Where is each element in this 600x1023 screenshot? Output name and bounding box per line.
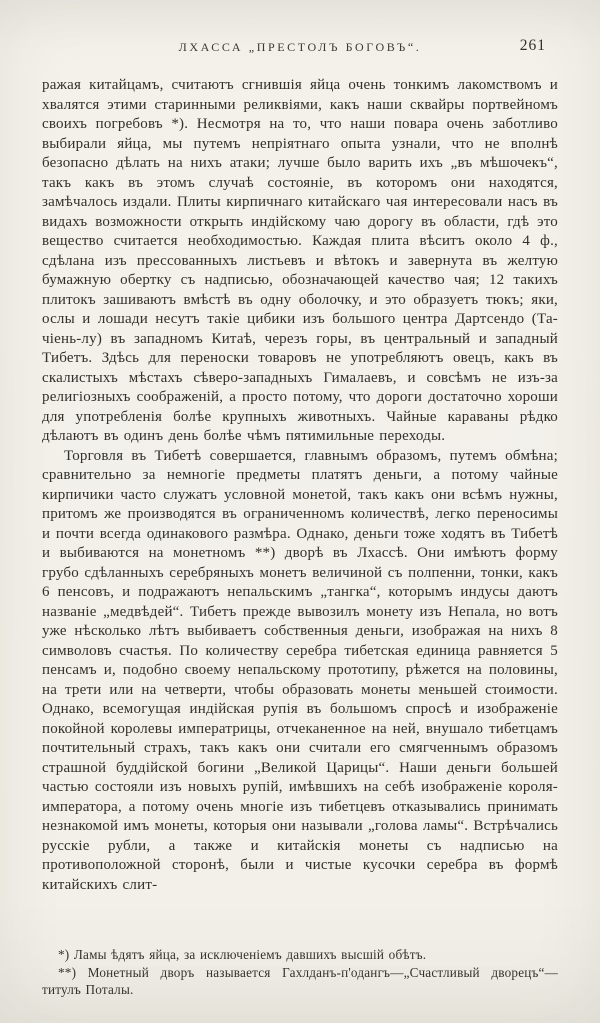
page-number: 261 (519, 37, 546, 54)
body-text (42, 76, 558, 895)
footnote-2: **) Монетный дворъ называется Гахлданъ-п'одангъ—„Счастливый дворецъ“—титулъ Поталы. (42, 964, 558, 998)
page-header (42, 37, 558, 60)
running-title: ЛХАССА „ПРЕСТОЛЪ БОГОВЪ“. (178, 40, 422, 54)
paragraph-1: ражая китайцамъ, считаютъ сгнившія яйца очень тонкимъ лакомствомъ и хвалятся этими старинными реликвіями, какъ наши сквайры портвейномъ своихъ погребовъ *). Несмотря на то, что наши повара очень заботливо выбирали яйца, мы путемъ непріятнаго опыта узнали, что не вполнѣ безопасно дѣлать на нихъ атаки; лучше было варить ихъ „въ мѣшочекъ“, такъ какъ въ этомъ случаѣ состояніе, въ которомъ они находятся, замѣчалось издали. Плиты кирпичнаго китайскаго чая интересовали насъ въ видахъ возможности открыть индійскому чаю дорогу въ области, гдѣ это вещество считается необходимостью. Каждая плита вѣситъ около 4 ф., сдѣлана изъ прессованныхъ листьевъ и вѣтокъ и завернута въ желтую бумажную обертку съ надписью, обозначающей качество чая; 12 такихъ плитокъ зашиваютъ вмѣстѣ въ одну оболочку, и это образуетъ тюкъ; яки, ослы и лошади несутъ такіе цибики изъ большого центра Дартсендо (Та-чіень-лу) въ западномъ Китаѣ, черезъ горы, въ центральный и западный Тибетъ. Здѣсь для переноски товаровъ не употребляютъ овецъ, какъ въ скалистыхъ мѣстахъ сѣверо-западныхъ Гималаевъ, и совсѣмъ не изъ-за религіозныхъ соображеній, а просто потому, что дороги достаточно хороши для употребленія болѣе крупныхъ животныхъ. Чайные караваны рѣдко дѣлаютъ въ одинъ день болѣе чѣмъ пятимильные переходы. (42, 77, 558, 444)
footnotes-section (42, 946, 558, 999)
footnote-1: *) Ламы ѣдятъ яйца, за исключеніемъ давшихъ высшій обѣтъ. (58, 947, 427, 963)
paragraph-2: Торговля въ Тибетѣ совершается, главнымъ образомъ, путемъ обмѣна; сравнительно за немногіе предметы платятъ деньги, а потому чайные кирпичики часто служатъ условной монетой, такъ какъ они всѣмъ нужны, притомъ же производятся въ ограниченномъ количествѣ, легко переносимы и почти всегда одинакового размѣра. Однако, деньги тоже ходятъ въ Тибетѣ и выбиваются на монетномъ **) дворѣ въ Лхассѣ. Они имѣютъ форму грубо сдѣланныхъ серебряныхъ монетъ величиной съ полпенни, тонки, какъ 6 пенсовъ, и подражаютъ непальскимъ „тангка“, которымъ индусы даютъ названіе „медвѣдей“. Тибетъ прежде вывозилъ монету изъ Непала, но вотъ уже нѣсколько лѣтъ выбиваетъ собственныя деньги, изображая на нихъ 8 символовъ счастья. По количеству серебра тибетская единица равняется 5 пенсамъ и, подобно своему непальскому прототипу, рѣжется на половины, на трети или на четверти, чтобы образовать монеты меньшей стоимости. Однако, всемогущая индійская рупія въ большомъ спросѣ и изображеніе покойной королевы императрицы, отчеканенное на ней, внушало тибетцамъ почтительный страхъ, такъ какъ они считали его смягченнымъ образомъ страшной буддійской богини „Великой Царицы“. Наши деньги большей частью состояли изъ новыхъ рупій, имѣвшихъ на себѣ изображеніе короля-императора, а потому очень многіе изъ тибетцевъ отказывались принимать незнакомой имъ монеты, которыя они называли „голова ламы“. Встрѣчались русскіе рубли, а также и китайскія монеты съ надписью на противоположной сторонѣ, были и чистые кусочки серебра въ формѣ китайскихъ слит- (42, 447, 558, 893)
